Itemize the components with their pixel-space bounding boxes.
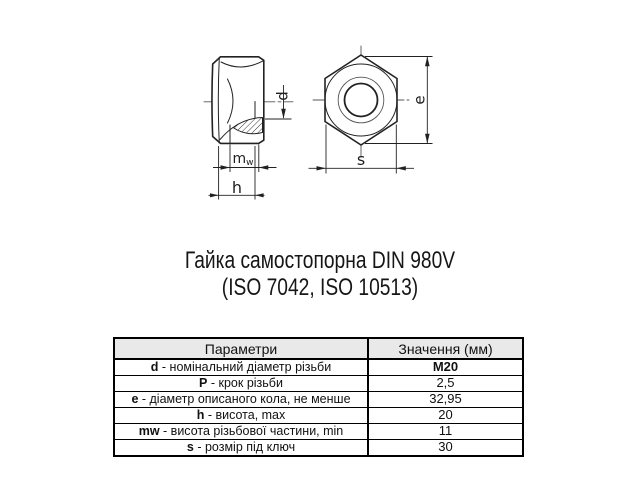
product-title: Гайка самостопорна DIN 980V bbox=[184, 247, 456, 274]
param-symbol: e bbox=[131, 391, 139, 406]
dim-label-mw-sub: w bbox=[246, 158, 254, 168]
param-desc: - номінальний діаметр різьби bbox=[158, 359, 332, 374]
param-symbol: P bbox=[199, 375, 208, 390]
param-cell bbox=[114, 392, 368, 408]
table-row bbox=[114, 359, 523, 376]
value-cell: 32,95 bbox=[368, 392, 523, 408]
param-symbol: h bbox=[196, 407, 205, 422]
value-cell: 30 bbox=[368, 440, 523, 457]
dim-label-h: h bbox=[231, 178, 243, 197]
spec-table bbox=[113, 337, 524, 457]
param-cell bbox=[114, 359, 368, 376]
table-row bbox=[114, 424, 523, 440]
dim-label-d: d bbox=[273, 91, 292, 101]
arrow-down bbox=[425, 134, 430, 144]
value-cell: 11 bbox=[368, 424, 523, 440]
dim-label-mw bbox=[232, 152, 253, 168]
param-cell bbox=[114, 376, 368, 392]
table-header-row bbox=[114, 338, 523, 359]
param-cell bbox=[114, 440, 368, 457]
param-desc: - висота різьбової частини, min bbox=[159, 423, 344, 438]
dim-label-mw-main: m bbox=[232, 151, 247, 167]
param-desc: - висота, max bbox=[204, 407, 286, 422]
arrow-right bbox=[210, 193, 219, 197]
value-cell: 20 bbox=[368, 408, 523, 424]
dim-label-e: e bbox=[410, 95, 429, 105]
param-symbol: s bbox=[186, 439, 194, 454]
value-cell: M20 bbox=[368, 359, 523, 376]
param-cell bbox=[114, 408, 368, 424]
arrow-left bbox=[396, 166, 406, 170]
value-cell: 2,5 bbox=[368, 376, 523, 392]
table-header-values: Значення (мм) bbox=[368, 338, 523, 359]
arrow-left bbox=[259, 165, 269, 169]
param-desc: - крок різьби bbox=[207, 375, 283, 390]
table-header-parameters: Параметри bbox=[114, 338, 368, 359]
table-row bbox=[114, 376, 523, 392]
hexagon-outline bbox=[325, 55, 397, 145]
product-subtitle: (ISO 7042, ISO 10513) bbox=[221, 274, 419, 301]
arrow-down bbox=[281, 109, 286, 119]
arrow-right bbox=[317, 166, 327, 170]
dim-label-s: s bbox=[356, 150, 366, 169]
arrow-right bbox=[221, 165, 231, 169]
table-row bbox=[114, 440, 523, 457]
table-row bbox=[114, 392, 523, 408]
arrow-left bbox=[255, 193, 264, 197]
param-symbol: mw bbox=[138, 423, 160, 438]
product-title-block bbox=[64, 247, 576, 301]
param-desc: - розмір під ключ bbox=[193, 439, 296, 454]
arrow-up bbox=[425, 57, 430, 67]
param-cell bbox=[114, 424, 368, 440]
top-view-drawing bbox=[313, 46, 409, 157]
param-desc: - діаметр описаного кола, не менше bbox=[138, 391, 351, 406]
table-row bbox=[114, 408, 523, 424]
param-symbol: d bbox=[150, 359, 159, 374]
